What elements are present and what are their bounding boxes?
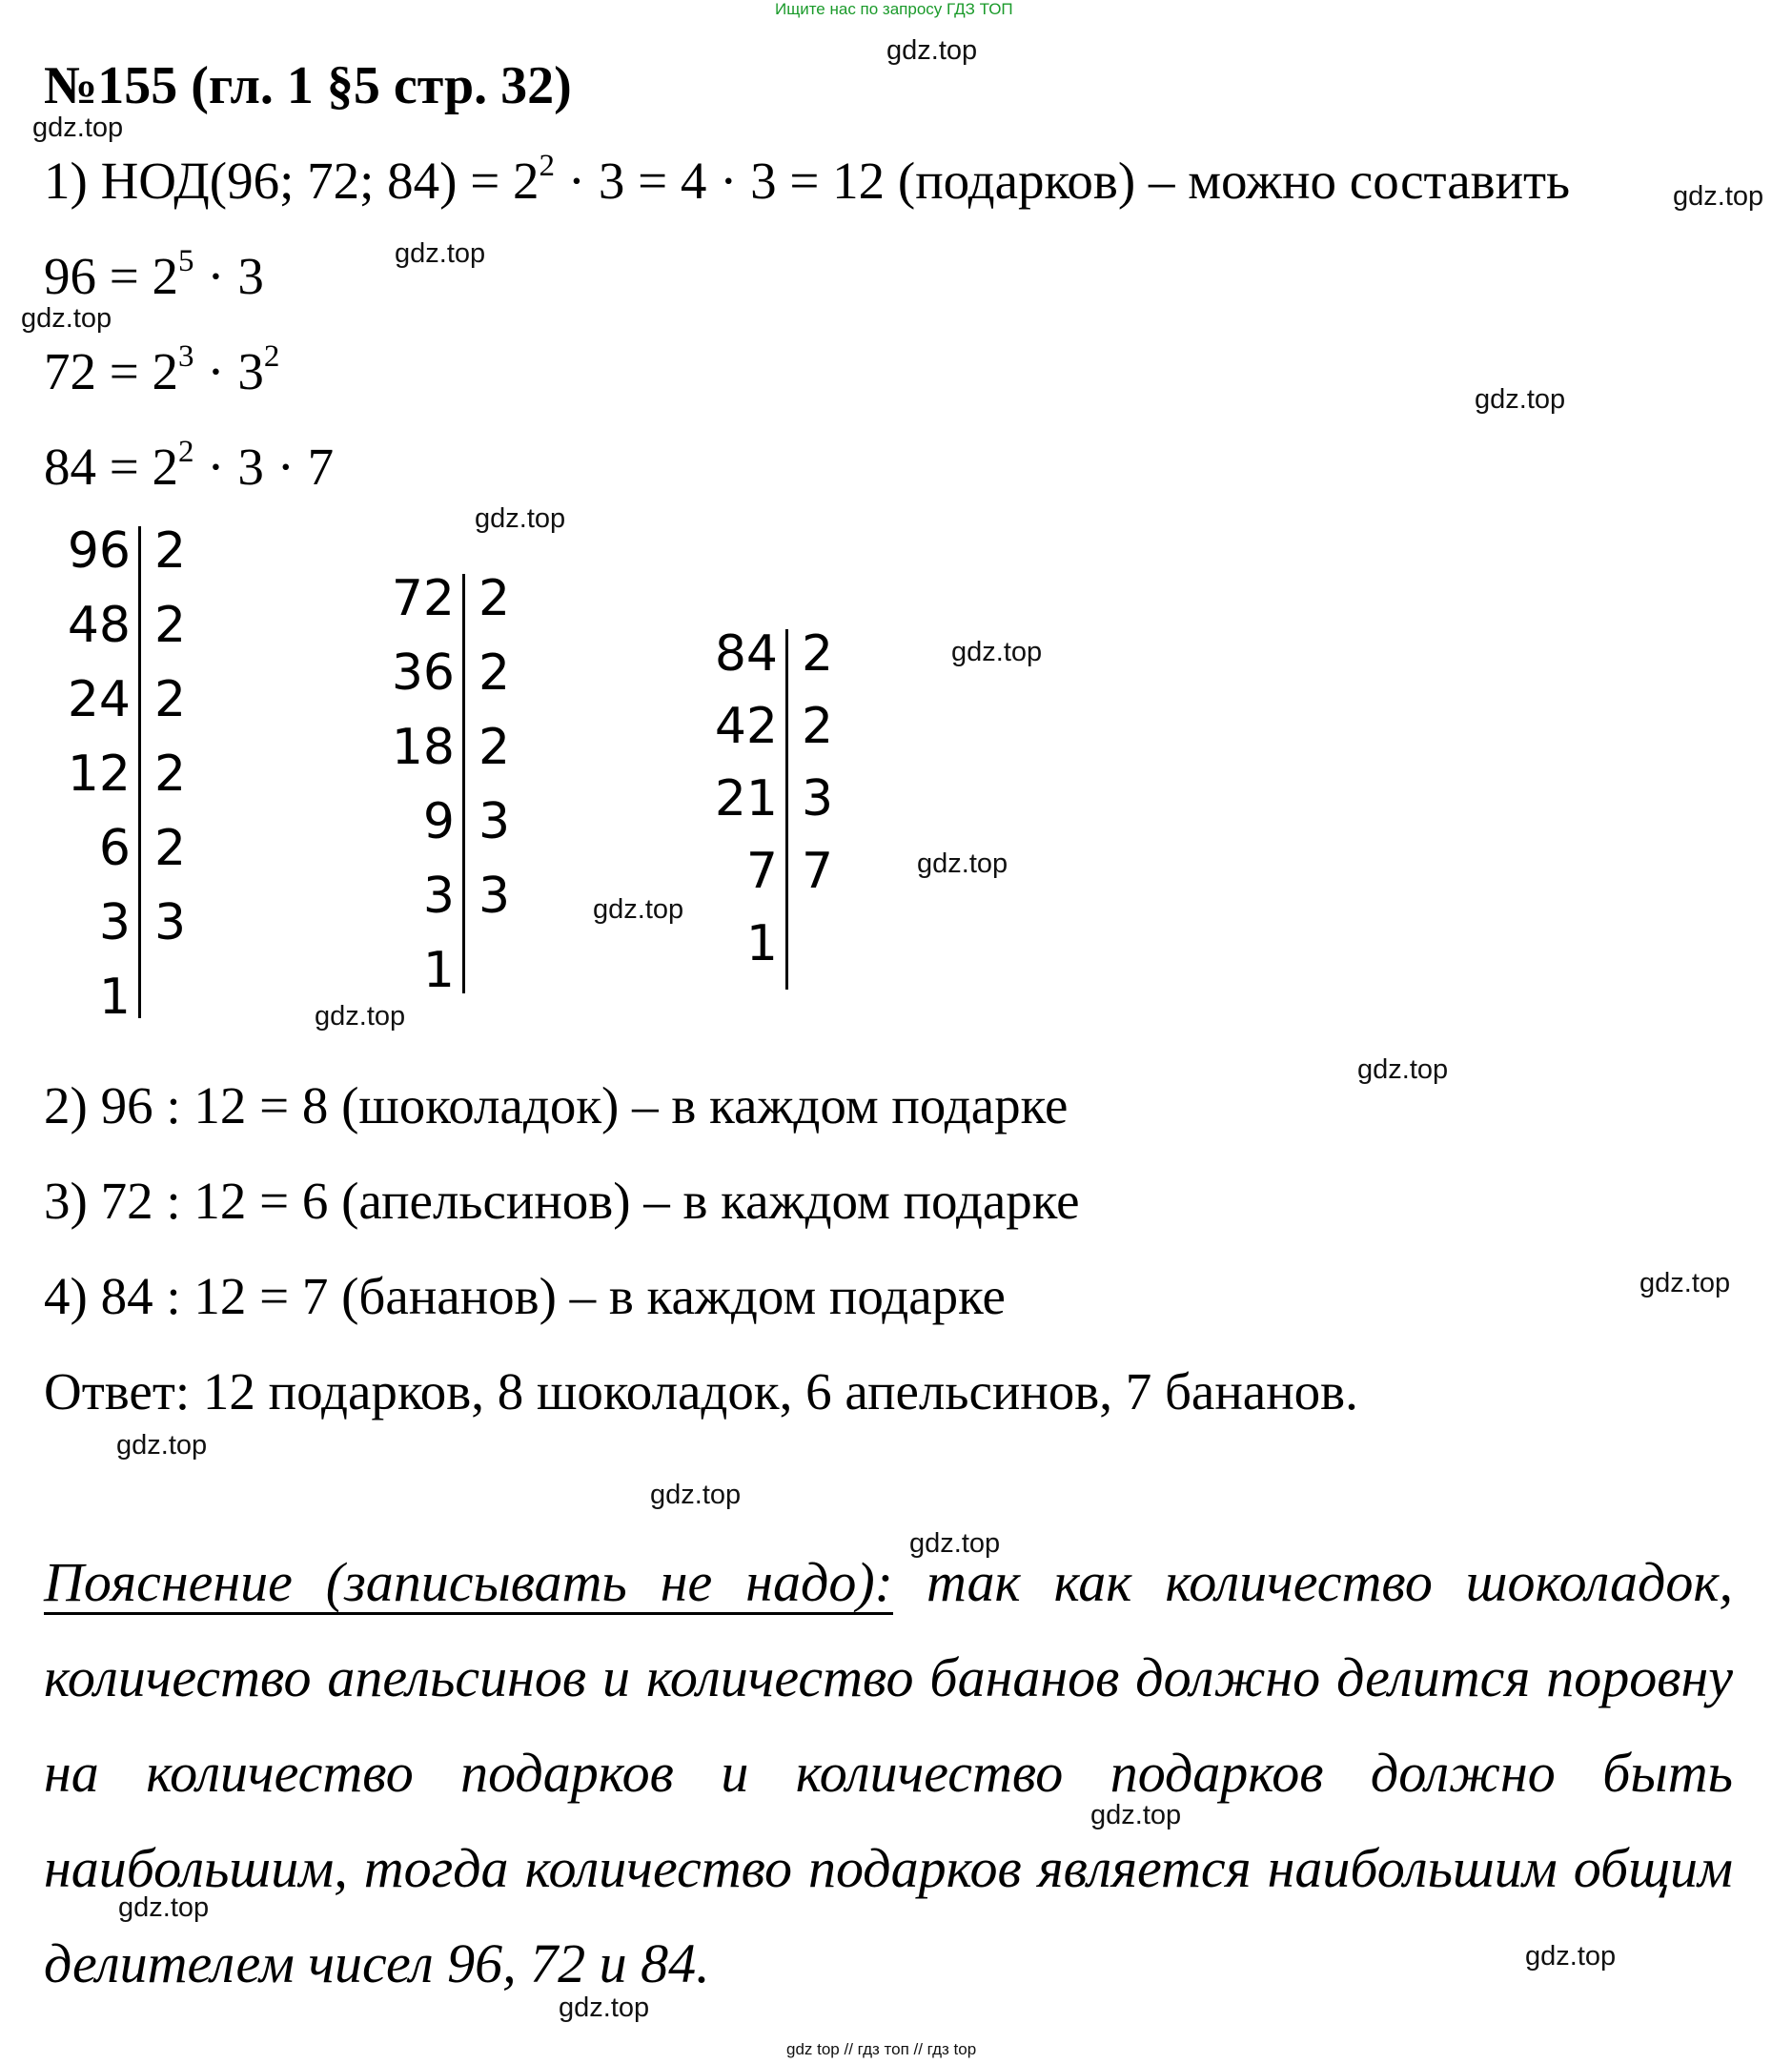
step-4-line: 4) 84 : 12 = 7 (бананов) – в каждом подарке — [44, 1267, 1006, 1325]
division-number: 84 — [714, 625, 778, 683]
division-factor: 3 — [479, 793, 511, 850]
division-number: 7 — [745, 843, 778, 900]
factorization-84-post: · 3 · 7 — [193, 438, 335, 496]
step-1-line — [44, 151, 1570, 211]
division-row — [57, 746, 210, 820]
factorization-96-post: · 3 — [193, 247, 264, 305]
division-factor: 2 — [154, 671, 187, 728]
top-banner: Ищите нас по запросу ГДЗ ТОП — [775, 0, 1013, 18]
division-row — [386, 942, 539, 1016]
watermark: gdz.top — [475, 503, 566, 534]
division-factor: 2 — [154, 522, 187, 580]
watermark: gdz.top — [650, 1480, 742, 1510]
watermark: gdz.top — [951, 637, 1043, 667]
division-factor: 2 — [479, 644, 511, 702]
step-1-exponent: 2 — [539, 149, 555, 183]
division-factor: 7 — [802, 843, 834, 900]
explanation-label: Пояснение (записывать не надо): — [44, 1551, 893, 1613]
division-number: 3 — [422, 868, 455, 925]
watermark: gdz.top — [917, 848, 1008, 879]
division-number: 3 — [98, 894, 131, 951]
division-row — [703, 915, 856, 990]
factorization-96 — [44, 246, 264, 306]
division-row — [386, 719, 539, 793]
watermark: gdz.top — [1475, 384, 1566, 415]
watermark: gdz.top — [1673, 181, 1764, 212]
explanation-line-3: на количество подарков и количество подарков должно быть — [44, 1742, 1733, 1804]
factorization-96-exponent: 5 — [178, 244, 194, 278]
division-row — [57, 820, 210, 894]
division-row — [57, 522, 210, 597]
watermark: gdz.top — [315, 1001, 406, 1032]
factorization-84 — [44, 437, 334, 497]
watermark: gdz.top — [886, 35, 978, 66]
watermark: gdz.top — [21, 303, 112, 334]
watermark: gdz.top — [116, 1430, 208, 1461]
explanation-line-2: количество апельсинов и количество бананов должно делится поровну — [44, 1646, 1733, 1708]
division-factor: 3 — [479, 868, 511, 925]
division-factor: 3 — [802, 770, 834, 828]
division-table-72 — [386, 570, 539, 999]
division-row — [703, 625, 856, 700]
division-number: 9 — [422, 793, 455, 850]
division-number: 1 — [422, 942, 455, 999]
factorization-72-pre: 72 = 2 — [44, 342, 179, 400]
division-factor: 2 — [154, 746, 187, 803]
factorization-72-exponent: 3 — [178, 339, 194, 374]
division-row — [703, 770, 856, 845]
division-number: 21 — [714, 770, 778, 828]
explanation-text-1: так как количество шоколадок, — [926, 1551, 1733, 1613]
factorization-72-exponent-2: 2 — [263, 339, 280, 374]
answer-line: Ответ: 12 подарков, 8 шоколадок, 6 апельсинов, 7 бананов. — [44, 1362, 1358, 1420]
watermark: gdz.top — [1357, 1054, 1449, 1085]
division-row — [703, 698, 856, 772]
division-factor: 2 — [802, 625, 834, 683]
division-number: 96 — [67, 522, 131, 580]
watermark: gdz.top — [1525, 1941, 1617, 1972]
page-title: №155 (гл. 1 §5 стр. 32) — [44, 56, 572, 115]
factorization-84-exponent: 2 — [178, 435, 194, 469]
explanation-line-4: наибольшим, тогда количество подарков является наибольшим общим — [44, 1837, 1733, 1899]
division-factor: 2 — [479, 719, 511, 776]
division-row — [386, 793, 539, 868]
division-number: 72 — [391, 570, 455, 627]
division-factor: 2 — [154, 597, 187, 654]
watermark: gdz.top — [559, 1992, 650, 2023]
division-number: 24 — [67, 671, 131, 728]
explanation-line-1 — [44, 1550, 1733, 1614]
division-table-96 — [57, 522, 210, 1028]
watermark: gdz.top — [395, 238, 486, 269]
division-number: 1 — [98, 969, 131, 1026]
division-row — [57, 671, 210, 746]
watermark: gdz.top — [593, 894, 684, 925]
division-row — [703, 843, 856, 917]
division-number: 1 — [745, 915, 778, 972]
division-number: 18 — [391, 719, 455, 776]
division-factor: 2 — [479, 570, 511, 627]
factorization-84-pre: 84 = 2 — [44, 438, 179, 496]
division-row — [57, 969, 210, 1043]
division-row — [386, 868, 539, 942]
footer: gdz top // гдз топ // гдз top — [786, 2040, 977, 2058]
watermark: gdz.top — [909, 1528, 1001, 1559]
step-2-line: 2) 96 : 12 = 8 (шоколадок) – в каждом подарке — [44, 1076, 1069, 1134]
explanation-line-5: делителем чисел 96, 72 и 84. — [44, 1932, 710, 1994]
division-number: 42 — [714, 698, 778, 755]
division-number: 6 — [98, 820, 131, 877]
watermark: gdz.top — [118, 1892, 210, 1923]
division-number: 36 — [391, 644, 455, 702]
division-row — [57, 597, 210, 671]
watermark: gdz.top — [1639, 1268, 1731, 1298]
factorization-72-mid: · 3 — [193, 342, 264, 400]
division-number: 12 — [67, 746, 131, 803]
division-number: 48 — [67, 597, 131, 654]
division-factor: 2 — [802, 698, 834, 755]
division-row — [386, 570, 539, 644]
division-factor: 2 — [154, 820, 187, 877]
division-factor: 3 — [154, 894, 187, 951]
step-3-line: 3) 72 : 12 = 6 (апельсинов) – в каждом подарке — [44, 1172, 1080, 1230]
division-row — [57, 894, 210, 969]
watermark: gdz.top — [32, 112, 124, 143]
step-1-pre: 1) НОД(96; 72; 84) = 2 — [44, 152, 540, 210]
division-row — [386, 644, 539, 719]
factorization-72 — [44, 341, 279, 401]
factorization-96-pre: 96 = 2 — [44, 247, 179, 305]
step-1-post: · 3 = 4 · 3 = 12 (подарков) – можно составить — [555, 152, 1571, 210]
division-table-84 — [703, 625, 856, 997]
watermark: gdz.top — [1090, 1800, 1182, 1830]
